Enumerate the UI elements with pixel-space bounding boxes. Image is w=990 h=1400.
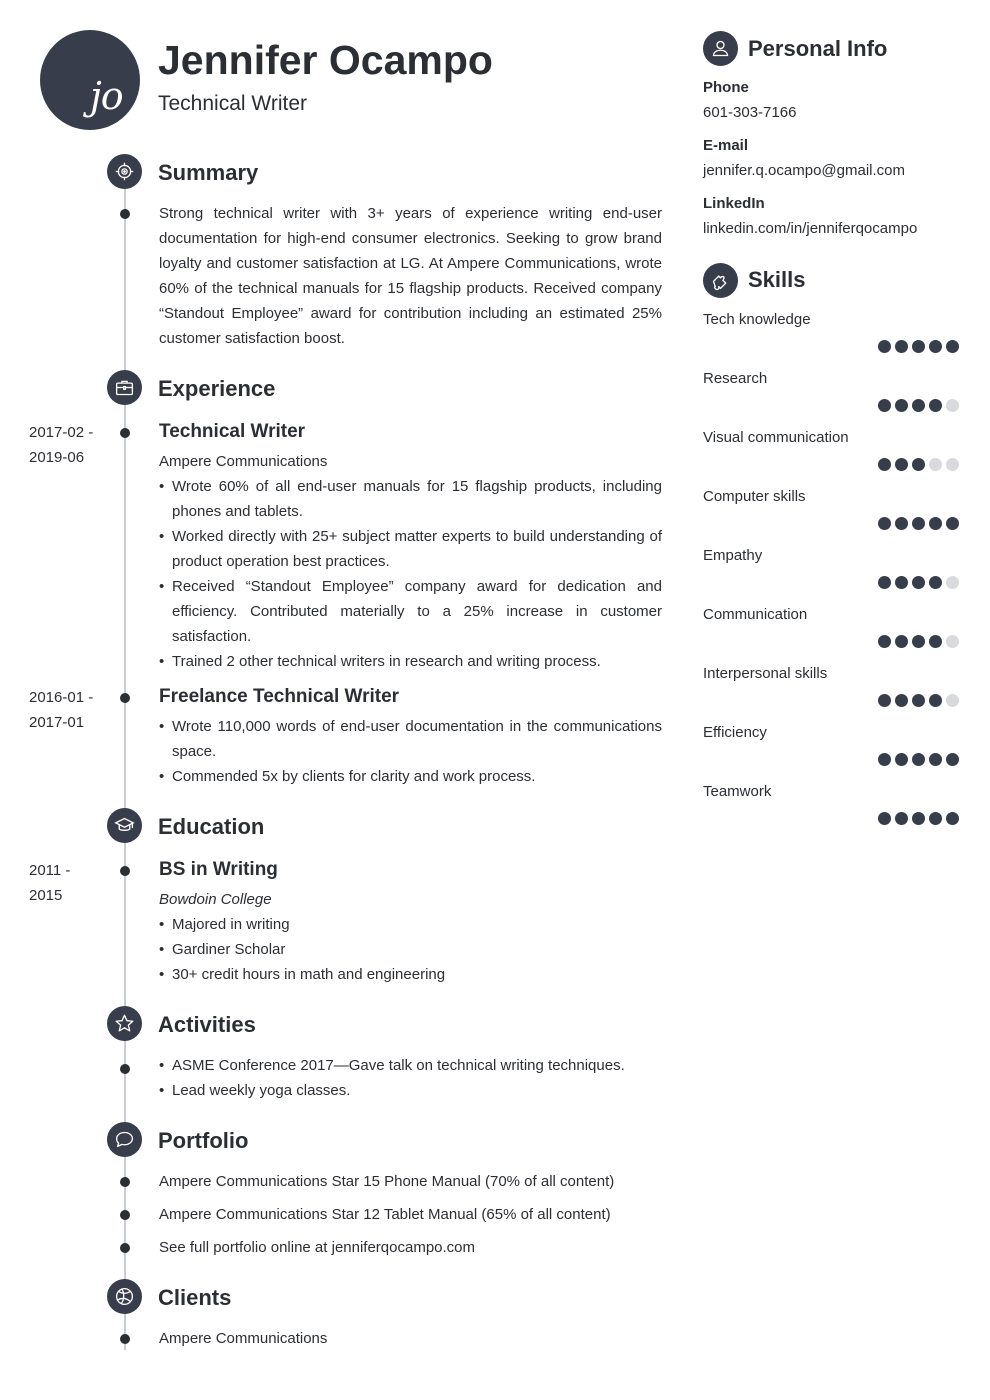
job-company: Ampere Communications: [159, 453, 328, 470]
timeline-dot: [120, 866, 130, 876]
puzzle-icon: [703, 263, 738, 298]
job-role: Technical Writer: [159, 421, 306, 442]
rating-dot-filled: [929, 753, 942, 766]
activities-bullets: [159, 1053, 662, 1103]
star-icon: [107, 1006, 142, 1041]
education-heading: Education: [158, 814, 265, 839]
graduation-cap-icon: [107, 808, 142, 843]
avatar-initials: jo: [90, 74, 123, 118]
portfolio-item: Ampere Communications Star 15 Phone Manual (70% of all content): [159, 1173, 615, 1190]
edu-degree: BS in Writing: [159, 859, 278, 880]
rating-dot-filled: [878, 458, 891, 471]
phone-label: Phone: [703, 79, 749, 96]
clients-heading: Clients: [158, 1285, 232, 1310]
list-item: • Worked directly with 25+ subject matter experts to build understanding of product operation best practices.: [159, 524, 662, 574]
rating-dot-filled: [912, 694, 925, 707]
timeline-dot: [120, 1177, 130, 1187]
job-bullets: [159, 474, 662, 674]
list-item: • ASME Conference 2017—Gave talk on technical writing techniques.: [159, 1053, 662, 1078]
rating-dot-filled: [895, 753, 908, 766]
globe-icon: [107, 1279, 142, 1314]
job-date-start: 2016-01 -: [29, 689, 94, 706]
rating-dot-filled: [878, 399, 891, 412]
job-date-end: 2017-01: [29, 714, 85, 731]
timeline-dot: [120, 1064, 130, 1074]
list-item: • 30+ credit hours in math and engineering: [159, 962, 662, 987]
rating-dot-filled: [878, 753, 891, 766]
rating-dot-filled: [912, 812, 925, 825]
skill-name: Interpersonal skills: [703, 665, 828, 682]
rating-dot-filled: [878, 517, 891, 530]
skill-rating: [878, 458, 959, 471]
skill-name: Empathy: [703, 547, 763, 564]
skills-heading: Skills: [748, 267, 806, 292]
rating-dot-filled: [946, 753, 959, 766]
email-value[interactable]: jennifer.q.ocampo@gmail.com: [703, 162, 905, 179]
job-role: Freelance Technical Writer: [159, 686, 400, 707]
rating-dot-filled: [912, 635, 925, 648]
skill-rating: [878, 635, 959, 648]
timeline-dot: [120, 428, 130, 438]
timeline-dot: [120, 209, 130, 219]
portfolio-item: Ampere Communications Star 12 Tablet Manual (65% of all content): [159, 1206, 611, 1223]
timeline-dot: [120, 1243, 130, 1253]
briefcase-icon: [107, 370, 142, 405]
job-date-start: 2017-02 -: [29, 424, 94, 441]
rating-dot-filled: [912, 576, 925, 589]
portfolio-item: See full portfolio online at jenniferqocampo.com: [159, 1239, 476, 1256]
rating-dot-filled: [895, 458, 908, 471]
rating-dot-filled: [929, 812, 942, 825]
skill-name: Computer skills: [703, 488, 806, 505]
timeline-dot: [120, 693, 130, 703]
skill-rating: [878, 576, 959, 589]
list-item: • Commended 5x by clients for clarity and work process.: [159, 764, 662, 789]
rating-dot-filled: [946, 340, 959, 353]
rating-dot-filled: [895, 635, 908, 648]
timeline-line: [124, 170, 126, 1350]
rating-dot-filled: [912, 399, 925, 412]
personal-info-heading: Personal Info: [748, 36, 888, 61]
summary-heading: Summary: [158, 160, 259, 185]
skill-rating: [878, 812, 959, 825]
rating-dot-filled: [878, 812, 891, 825]
timeline-dot: [120, 1334, 130, 1344]
rating-dot-filled: [929, 399, 942, 412]
email-label: E-mail: [703, 137, 749, 154]
user-icon: [703, 31, 738, 66]
rating-dot-empty: [946, 399, 959, 412]
skill-name: Visual communication: [703, 429, 849, 446]
rating-dot-filled: [878, 576, 891, 589]
edu-school: Bowdoin College: [159, 891, 272, 908]
skill-name: Teamwork: [703, 783, 772, 800]
rating-dot-filled: [878, 694, 891, 707]
skill-name: Research: [703, 370, 768, 387]
linkedin-label: LinkedIn: [703, 195, 765, 212]
skill-name: Communication: [703, 606, 808, 623]
rating-dot-filled: [912, 517, 925, 530]
list-item: • Trained 2 other technical writers in research and writing process.: [159, 649, 662, 674]
rating-dot-filled: [929, 635, 942, 648]
speech-bubble-icon: [107, 1122, 142, 1157]
rating-dot-filled: [929, 517, 942, 530]
phone-value[interactable]: 601-303-7166: [703, 104, 797, 121]
candidate-title: Technical Writer: [158, 92, 307, 115]
skill-rating: [878, 694, 959, 707]
portfolio-heading: Portfolio: [158, 1128, 249, 1153]
rating-dot-filled: [878, 635, 891, 648]
timeline-dot: [120, 1210, 130, 1220]
candidate-name: Jennifer Ocampo: [158, 37, 493, 83]
list-item: • Received “Standout Employee” company award for dedication and efficiency. Contributed materially to a 25% increase in customer satisfaction.: [159, 574, 662, 649]
rating-dot-empty: [946, 635, 959, 648]
rating-dot-filled: [929, 340, 942, 353]
skill-name: Tech knowledge: [703, 311, 811, 328]
list-item: • Lead weekly yoga classes.: [159, 1078, 662, 1103]
rating-dot-filled: [946, 517, 959, 530]
list-item: • Gardiner Scholar: [159, 937, 662, 962]
rating-dot-filled: [895, 340, 908, 353]
skill-rating: [878, 517, 959, 530]
rating-dot-filled: [895, 517, 908, 530]
target-icon: [107, 154, 142, 189]
linkedin-value[interactable]: linkedin.com/in/jenniferqocampo: [703, 220, 918, 237]
job-date-end: 2019-06: [29, 449, 85, 466]
rating-dot-filled: [912, 340, 925, 353]
rating-dot-filled: [912, 458, 925, 471]
list-item: • Wrote 110,000 words of end-user documentation in the communications space.: [159, 714, 662, 764]
rating-dot-filled: [895, 812, 908, 825]
job-bullets: [159, 714, 662, 789]
rating-dot-filled: [929, 694, 942, 707]
rating-dot-filled: [878, 340, 891, 353]
rating-dot-empty: [946, 694, 959, 707]
avatar: [40, 30, 140, 130]
skill-rating: [878, 340, 959, 353]
skill-rating: [878, 753, 959, 766]
rating-dot-filled: [895, 399, 908, 412]
edu-date-end: 2015: [29, 887, 63, 904]
rating-dot-empty: [929, 458, 942, 471]
list-item: • Majored in writing: [159, 912, 662, 937]
skill-rating: [878, 399, 959, 412]
activities-heading: Activities: [158, 1012, 256, 1037]
rating-dot-filled: [946, 812, 959, 825]
rating-dot-empty: [946, 458, 959, 471]
edu-bullets: [159, 912, 662, 987]
skill-name: Efficiency: [703, 724, 767, 741]
edu-date-start: 2011 -: [29, 862, 71, 879]
rating-dot-filled: [895, 694, 908, 707]
rating-dot-filled: [895, 576, 908, 589]
rating-dot-filled: [912, 753, 925, 766]
rating-dot-filled: [929, 576, 942, 589]
list-item: • Wrote 60% of all end-user manuals for 15 flagship products, including phones and tablets.: [159, 474, 662, 524]
rating-dot-empty: [946, 576, 959, 589]
summary-text: Strong technical writer with 3+ years of experience writing end-user documentation for high-end consumer electronics. Seeking to grow brand loyalty and customer satisfaction at LG. At Ampere Communications, wrote 60% of the technical manuals for 15 flagship products. Received company “Standout Employee” award for contribution including an estimated 25% customer satisfaction boost.: [159, 205, 662, 347]
client-item: Ampere Communications: [159, 1330, 328, 1347]
experience-heading: Experience: [158, 376, 276, 401]
